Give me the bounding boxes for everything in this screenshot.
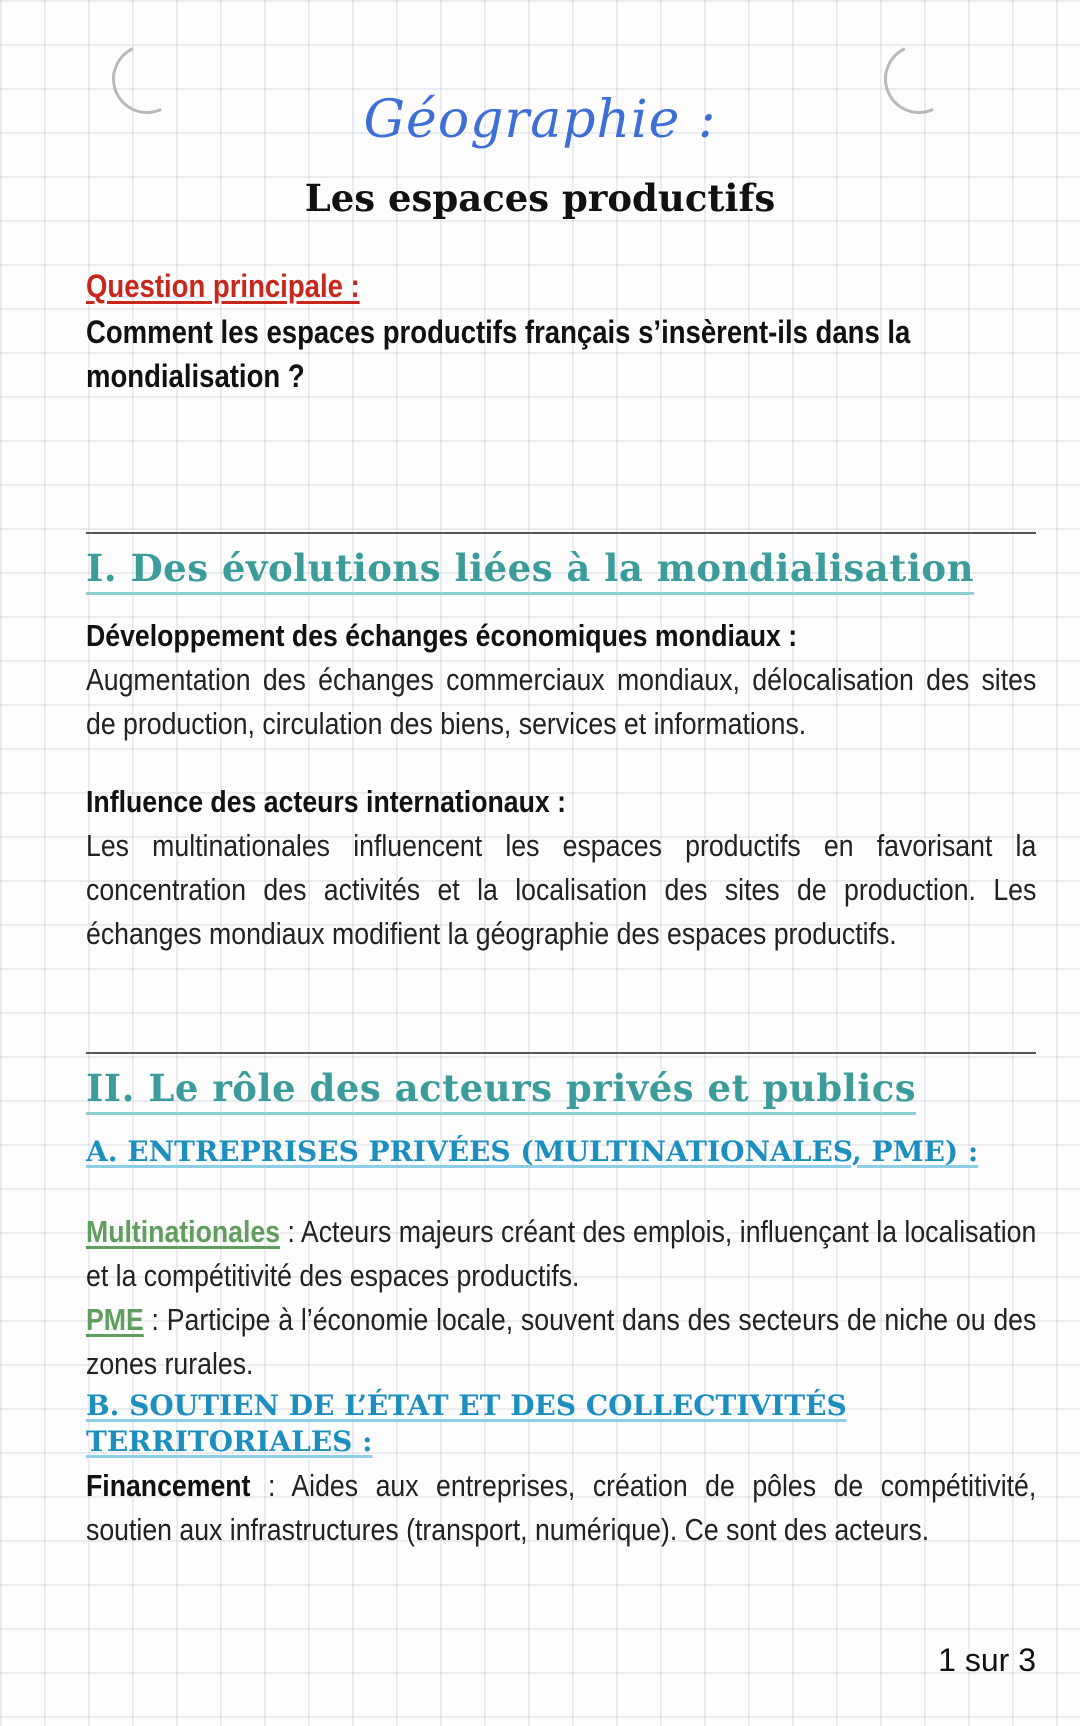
page-subtitle: Les espaces productifs (304, 176, 776, 220)
question-text: Comment les espaces productifs français s’insèrent-ils dans la mondialisation ? (86, 314, 911, 394)
subsection-a-heading: A. ENTREPRISES PRIVÉES (MULTINATIONALES, PME) : (86, 1135, 979, 1168)
divider (86, 532, 1036, 534)
page-number: 1 sur 3 (938, 1642, 1036, 1678)
section-1-block-1 (86, 614, 1036, 746)
section-2-heading: II. Le rôle des acteurs privés et publics (86, 1066, 1080, 1110)
subsection-b-items: Financement : Aides aux entreprises, création de pôles de compétitivité, soutien aux infrastructures (transport, numérique). Ce sont des acteurs. (86, 1468, 1037, 1547)
section-1-block-2 (86, 780, 1036, 956)
block-text: Augmentation des échanges commerciaux mondiaux, délocalisation des sites de production, circulation des biens, services et informations. (86, 662, 1037, 741)
term-multinationales: Multinationales (86, 1214, 281, 1249)
page-title: Géographie : (363, 90, 717, 150)
question-label: Question principale : (86, 268, 360, 304)
term-financement: Financement (86, 1468, 251, 1503)
term-pme: PME (86, 1302, 144, 1337)
block-title: Développement des échanges économiques mondiaux : (86, 618, 798, 653)
divider (86, 1052, 1036, 1054)
block-text: Les multinationales influencent les espaces productifs en favorisant la concentration des activités et la localisation des sites de production. Les échanges mondiaux modifient la géographie des espaces productifs. (86, 828, 1037, 951)
subsection-a-items: Multinationales : Acteurs majeurs créant des emplois, influençant la localisation et la compétitivité des espaces productifs. PME : Participe à l’économie locale, souvent dans des secteurs de niche ou des zones rurales. (86, 1214, 1037, 1381)
block-title: Influence des acteurs internationaux : (86, 784, 567, 819)
subsection-b-heading: B. SOUTIEN DE L’ÉTAT ET DES COLLECTIVITÉS TERRITORIALES : (86, 1389, 847, 1458)
section-1-heading: I. Des évolutions liées à la mondialisation (86, 546, 1080, 590)
